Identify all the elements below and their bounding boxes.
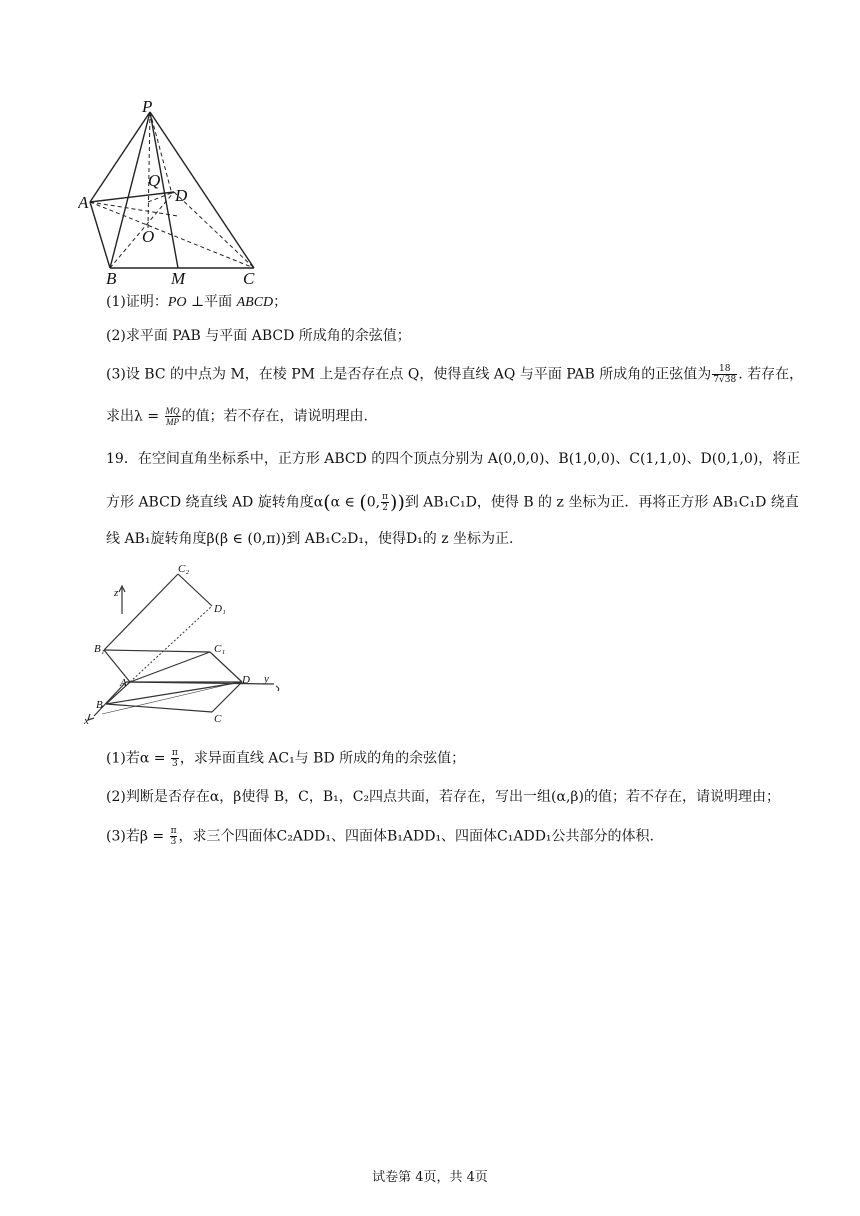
- p19-q3: (3)若β = $\frac{\pi}{3}$ ，求三个四面体C₂ADD₁、四面体B₁ADD₁、四面体C₁ADD₁公共部分的体积.: [106, 826, 654, 847]
- pi-over-2: $\frac{\pi}{2}$: [382, 492, 389, 513]
- lambda-fraction: $\frac{MQ}{MP}$: [165, 406, 180, 427]
- label-B1: B₁: [94, 643, 105, 655]
- label-C: C: [243, 269, 255, 288]
- p18-q1: (1)证明：PO ⊥平面 ABCD；: [106, 294, 288, 310]
- p19-line1: 19．在空间直角坐标系中，正方形 ABCD 的四个顶点分别为 A(0,0,0)、B(1,0,0)、C(1,1,0)、D(0,1,0)，将正: [106, 451, 801, 467]
- label-D1: D₁: [214, 603, 226, 615]
- p19-line3: 线 AB₁旋转角度β(β ∈ (0,π))到 AB₁C₂D₁，使得D₁的 z 坐标为正.: [106, 531, 514, 547]
- label-M: M: [171, 269, 186, 288]
- p18-q2: (2)求平面 PAB 与平面 ABCD 所成角的余弦值；: [106, 328, 411, 344]
- p19-q1: (1)若α = $\frac{\pi}{3}$ ，求异面直线 AC₁与 BD 所成的角的余弦值；: [106, 748, 466, 769]
- pi-over-3: $\frac{\pi}{3}$: [171, 748, 178, 769]
- label-Q: Q: [148, 171, 161, 190]
- rotation-figure: [80, 562, 290, 730]
- label-x: x: [84, 715, 89, 727]
- label-B: B: [96, 699, 103, 711]
- label-y: y: [264, 673, 269, 685]
- label-C: C: [214, 713, 222, 725]
- p18-q3-line1: (3)设 BC 的中点为 M，在棱 PM 上是否存在点 Q，使得直线 AQ 与平面 PAB 所成角的正弦值为 $\frac{18}{7√38}$ . 若存在，: [106, 364, 804, 385]
- sine-fraction: $\frac{18}{7√38}$: [713, 364, 737, 385]
- p18-q3-line2: 求出λ = $\frac{MQ}{MP}$ 的值；若不存在，请说明理由.: [106, 406, 368, 427]
- p19-q2: (2)判断是否存在α，β使得 B，C，B₁，C₂四点共面，若存在，写出一组(α,β)的值；若不存在，请说明理由；: [106, 789, 780, 805]
- label-A: A: [78, 193, 89, 212]
- label-z: z: [114, 587, 119, 599]
- pyramid-figure: [78, 98, 268, 288]
- label-D: D: [175, 186, 188, 205]
- pi-over-3-b: $\frac{\pi}{3}$: [170, 826, 177, 847]
- p19-line2: 方形 ABCD 绕直线 AD 旋转角度α(α ∈ (0, $\frac{\pi}{2}$ ))到 AB₁C₁D，使得 B 的 z 坐标为正．再将正方形 AB₁C₁D 绕直: [106, 491, 799, 514]
- label-P: P: [142, 98, 153, 116]
- label-B: B: [106, 269, 117, 288]
- label-C1: C₁: [214, 643, 226, 655]
- page-footer: 试卷第 4页，共 4页: [372, 1170, 488, 1185]
- label-O: O: [142, 227, 155, 246]
- label-A: A: [120, 677, 127, 689]
- label-C2: C₂: [178, 563, 190, 575]
- label-D: D: [242, 674, 250, 686]
